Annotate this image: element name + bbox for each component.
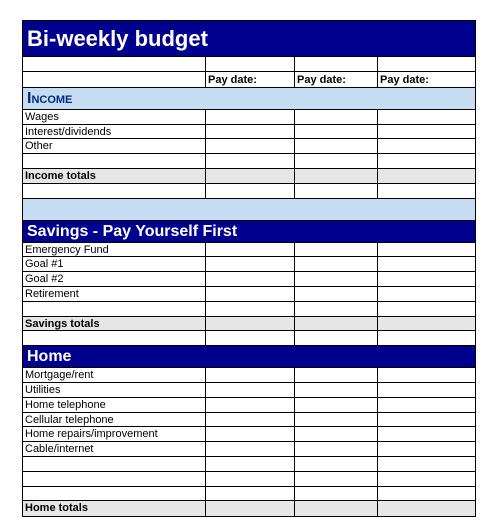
total-cell[interactable]: [206, 169, 295, 183]
amount-cell[interactable]: [295, 442, 378, 456]
amount-cell[interactable]: [295, 427, 378, 441]
total-cell[interactable]: [378, 501, 475, 516]
row-label: Mortgage/rent: [23, 368, 206, 382]
row-label: Wages: [23, 110, 206, 124]
total-cell[interactable]: [378, 169, 475, 183]
amount-cell[interactable]: [295, 287, 378, 301]
home-row-cellular: [23, 413, 475, 428]
amount-cell[interactable]: [378, 243, 475, 257]
amount-cell[interactable]: [378, 413, 475, 427]
amount-cell[interactable]: [295, 272, 378, 286]
amount-cell[interactable]: [206, 125, 295, 139]
blank-row: [23, 457, 475, 472]
total-cell[interactable]: [295, 317, 378, 331]
sheet-title: Bi-weekly budget: [23, 21, 475, 57]
home-row-repairs: [23, 427, 475, 442]
pay-date-label-3: Pay date:: [380, 73, 429, 86]
cell[interactable]: [206, 57, 295, 71]
amount-cell[interactable]: [206, 139, 295, 153]
blank-row: [23, 154, 475, 169]
savings-row-goal1: [23, 257, 475, 272]
total-cell[interactable]: [206, 501, 295, 516]
row-label: Goal #2: [23, 272, 206, 286]
pay-date-header-row: [23, 72, 475, 88]
section-spacer: [23, 199, 475, 221]
home-section-heading: Home: [23, 346, 475, 368]
amount-cell[interactable]: [295, 413, 378, 427]
amount-cell[interactable]: [378, 427, 475, 441]
blank-row: [23, 302, 475, 317]
cell[interactable]: [23, 154, 206, 168]
savings-totals-row: [23, 317, 475, 332]
row-label: Goal #1: [23, 257, 206, 271]
amount-cell[interactable]: [206, 331, 295, 345]
amount-cell[interactable]: [295, 257, 378, 271]
amount-cell[interactable]: [378, 287, 475, 301]
amount-cell[interactable]: [206, 110, 295, 124]
amount-cell[interactable]: [378, 472, 475, 486]
cell[interactable]: [23, 331, 206, 345]
amount-cell[interactable]: [378, 398, 475, 412]
income-totals-label: Income totals: [23, 169, 206, 183]
cell[interactable]: [378, 57, 475, 71]
amount-cell[interactable]: [378, 257, 475, 271]
savings-row-retirement: [23, 287, 475, 302]
amount-cell[interactable]: [295, 110, 378, 124]
savings-totals-label: Savings totals: [23, 317, 206, 331]
amount-cell[interactable]: [206, 368, 295, 382]
row-label: Home telephone: [23, 398, 206, 412]
amount-cell[interactable]: [206, 257, 295, 271]
amount-cell[interactable]: [378, 331, 475, 345]
amount-cell[interactable]: [295, 331, 378, 345]
amount-cell[interactable]: [206, 487, 295, 501]
total-cell[interactable]: [206, 317, 295, 331]
cell[interactable]: [295, 57, 378, 71]
home-row-mortgage: [23, 368, 475, 383]
savings-row-goal2: [23, 272, 475, 287]
income-row-wages: [23, 110, 475, 125]
home-totals-label: Home totals: [23, 501, 206, 516]
home-row-cable: [23, 442, 475, 457]
income-totals-row: [23, 169, 475, 184]
row-label: Emergency Fund: [23, 243, 206, 257]
blank-row: [23, 184, 475, 199]
income-row-interest: [23, 125, 475, 140]
amount-cell[interactable]: [206, 243, 295, 257]
home-row-telephone: [23, 398, 475, 413]
amount-cell[interactable]: [378, 442, 475, 456]
row-label: Home repairs/improvement: [23, 427, 206, 441]
total-cell[interactable]: [378, 317, 475, 331]
amount-cell[interactable]: [295, 139, 378, 153]
amount-cell[interactable]: [378, 368, 475, 382]
amount-cell[interactable]: [295, 125, 378, 139]
pay-date-label-1: Pay date:: [206, 72, 295, 87]
home-totals-row: [23, 501, 475, 516]
amount-cell[interactable]: [295, 472, 378, 486]
amount-cell[interactable]: [295, 243, 378, 257]
amount-cell[interactable]: [206, 302, 295, 316]
amount-cell[interactable]: [378, 154, 475, 168]
row-label: Other: [23, 139, 206, 153]
blank-row: [23, 487, 475, 502]
income-row-other: [23, 139, 475, 154]
amount-cell[interactable]: [206, 383, 295, 397]
cell[interactable]: [23, 472, 206, 486]
blank-row: [23, 331, 475, 346]
amount-cell[interactable]: [295, 487, 378, 501]
amount-cell[interactable]: [206, 472, 295, 486]
pay-date-label-2: Pay date:: [295, 72, 378, 87]
amount-cell[interactable]: [206, 184, 295, 198]
amount-cell[interactable]: [378, 139, 475, 153]
amount-cell[interactable]: [206, 398, 295, 412]
amount-cell[interactable]: [378, 125, 475, 139]
amount-cell[interactable]: [206, 287, 295, 301]
amount-cell[interactable]: [295, 302, 378, 316]
amount-cell[interactable]: [206, 457, 295, 471]
cell[interactable]: [23, 57, 206, 71]
row-label: Cable/internet: [23, 442, 206, 456]
amount-cell[interactable]: [378, 487, 475, 501]
blank-row: [23, 57, 475, 72]
amount-cell[interactable]: [206, 442, 295, 456]
amount-cell[interactable]: [206, 272, 295, 286]
blank-row: [23, 472, 475, 487]
cell[interactable]: [23, 487, 206, 501]
amount-cell[interactable]: [378, 272, 475, 286]
row-label: Retirement: [23, 287, 206, 301]
amount-cell[interactable]: [295, 398, 378, 412]
amount-cell[interactable]: [295, 154, 378, 168]
amount-cell[interactable]: [378, 302, 475, 316]
income-section-heading: Income: [23, 88, 475, 110]
amount-cell[interactable]: [378, 184, 475, 198]
home-row-utilities: [23, 383, 475, 398]
amount-cell[interactable]: [206, 427, 295, 441]
amount-cell[interactable]: [378, 383, 475, 397]
amount-cell[interactable]: [295, 368, 378, 382]
cell[interactable]: [23, 302, 206, 316]
row-label: Cellular telephone: [23, 413, 206, 427]
amount-cell[interactable]: [206, 154, 295, 168]
header-empty-cell: [23, 72, 206, 87]
row-label: Interest/dividends: [23, 125, 206, 139]
savings-row-emergency: [23, 243, 475, 258]
amount-cell[interactable]: [378, 457, 475, 471]
amount-cell[interactable]: [295, 383, 378, 397]
amount-cell[interactable]: [378, 110, 475, 124]
amount-cell[interactable]: [295, 457, 378, 471]
amount-cell[interactable]: [295, 184, 378, 198]
total-cell[interactable]: [295, 501, 378, 516]
cell[interactable]: [23, 184, 206, 198]
total-cell[interactable]: [295, 169, 378, 183]
cell[interactable]: [23, 457, 206, 471]
row-label: Utilities: [23, 383, 206, 397]
savings-section-heading: Savings - Pay Yourself First: [23, 221, 475, 243]
budget-sheet: [22, 20, 476, 517]
amount-cell[interactable]: [206, 413, 295, 427]
